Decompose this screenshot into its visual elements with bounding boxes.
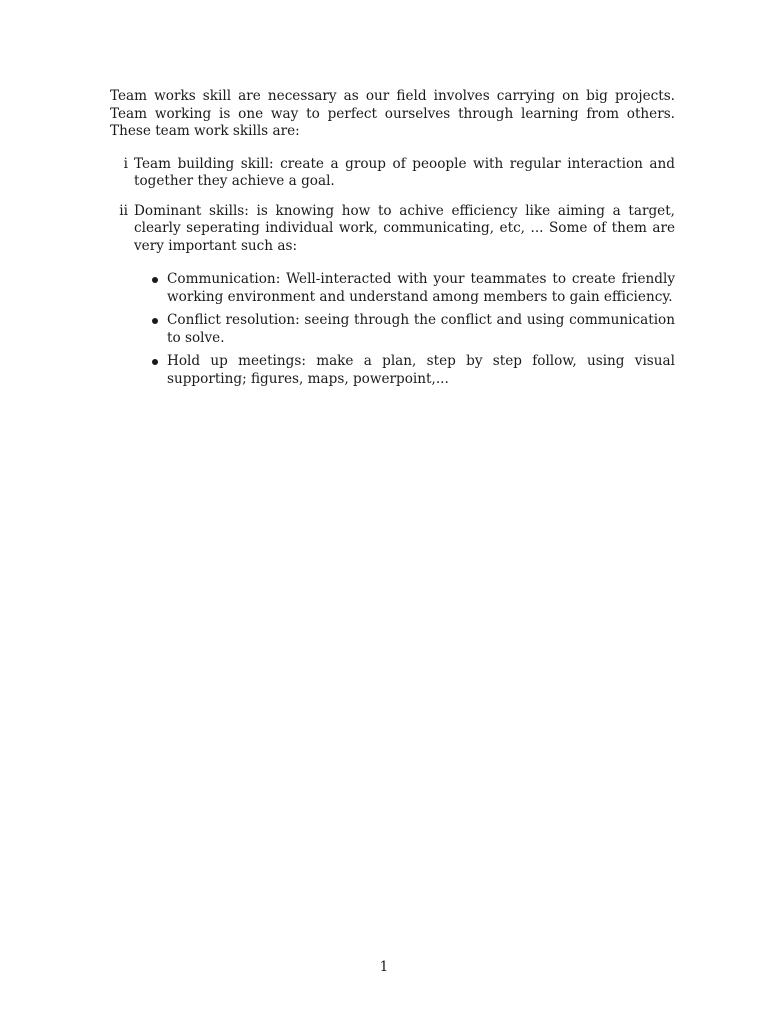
- bullet-icon: [152, 318, 158, 324]
- list-marker: ii: [119, 202, 128, 219]
- list-item-dominant-skills: [110, 203, 675, 389]
- list-marker: i: [123, 155, 128, 172]
- bullet-item-text: Hold up meetings: make a plan, step by step follow, using visual supporting; figures, maps, powerpoint,...: [167, 353, 675, 387]
- intro-paragraph: Team works skill are necessary as our field involves carrying on big projects. Team working is one way to perfect ourselves through learning from others. These team work skills are:: [110, 88, 675, 139]
- list-item-text: Dominant skills: is knowing how to achive efficiency like aiming a target, clearly seperating individual work, communicating, etc, ... Some of them are very important such as:: [134, 202, 675, 254]
- bullet-icon: [152, 359, 158, 365]
- roman-numbered-list: [110, 156, 675, 389]
- bullet-item-text: Conflict resolution: seeing through the conflict and using communication to solve.: [167, 312, 675, 346]
- bullet-item-conflict-resolution: [134, 312, 675, 347]
- bullet-item-hold-up-meetings: [134, 353, 675, 388]
- bullet-item-text: Communication: Well-interacted with your teammates to create friendly working environment and understand among members to gain efficiency.: [167, 271, 675, 305]
- page-number: 1: [379, 959, 389, 975]
- list-item-team-building: [110, 156, 675, 191]
- bullet-icon: [152, 277, 158, 283]
- page-body: [110, 88, 675, 400]
- bullet-list: [134, 271, 675, 388]
- bullet-item-communication: [134, 271, 675, 306]
- list-item-text: Team building skill: create a group of peoople with regular interaction and together they achieve a goal.: [134, 155, 675, 189]
